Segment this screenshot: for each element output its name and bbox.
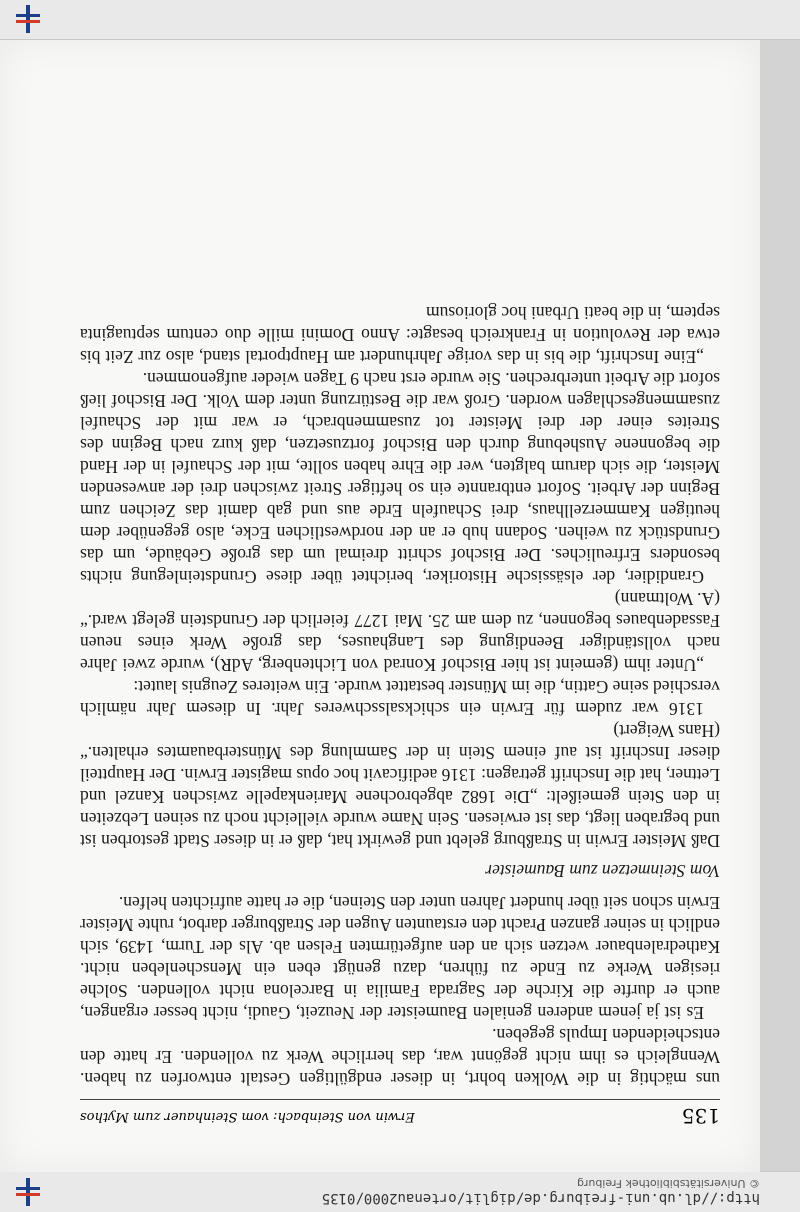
paragraph: Es ist ja jenem anderen genialen Baumeister der Neuzeit, Gaudi, nicht besser ergangen, auch er durfte die Kirche der Sagrada Familia in Barcelona nicht vollenden. Solche riesigen Werke zu Ende zu führen, dazu genügt eben ein Menschenleben nicht. Kathedralenbauer wetzen sich an den aufgetürmten Felsen ab. Als der Turm, 1439, sich endlich in seiner ganzen Pracht den erstaunten Augen der Straßburger darbot, ruhte Meister Erwin schon seit über hundert Jahren unter den Steinen, die er hatte aufrichten helfen. (80, 893, 720, 1023)
paragraph: Grandidier, der elsässische Historiker, berichtet über diese Grundsteinlegung nichts besonders Erfreuliches. Der Bischof schritt dreimal um das große Gebäude, um das Grundstück zu weihen. Sodann hub er an der nordwestlichen Ecke, also gegenüber dem heutigen Kammerzellhaus, drei Schaufeln Erde aus und gab damit das Zeichen zum Beginn der Arbeit. Sofort entbrannte ein so heftiger Streit zwischen drei der anwesenden Meister, die sich darum balgten, wer die Ehre haben sollte, mit der Schaufel in der Hand die begonnene Aushebung durch den Bischof fortzusetzen, daß kurz nach Beginn des Streites einer der drei Meister tot zusammenbrach, er war mit der Schaufel zusammengeschlagen worden. Groß war die Bestürzung unter dem Volk. Der Bischof ließ sofort die Arbeit unterbrechen. Sie wurde erst nach 9 Tagen wieder aufgenommen. (80, 369, 720, 587)
paragraph: uns mächtig in die Wolken bohrt, in dieser endgültigen Gestalt entworfen zu haben. Wenngleich es ihm nicht gegönnt war, das herrliche Werk zu vollenden. Er hatte den entscheidenden Impuls gegeben. (80, 1025, 720, 1089)
paragraph: „Eine Inschrift, die bis in das vorige Jahrhundert am Hauptportal stand, also zur Zeit bis etwa der Revolution in Frankreich besagte: Anno Domini mille duo centum septuaginta septem, in die beati Urbani hoc gloriosum (80, 303, 720, 367)
header-rule (80, 1099, 720, 1100)
paragraph: Daß Meister Erwin in Straßburg gelebt und gewirkt hat, daß er in dieser Stadt gestorben ist und begraben liegt, das ist erwiesen. Sein Name wurde vielleicht noch zu seinen Lebzeiten in den Stein gemeißelt: „Die 1682 abgebrochene Marienkapelle zwischen Kanzel und Lettner, hat die Inschrift getragen: 1316 aedificavit hoc opus magister Erwin. Der Hauptteil dieser Inschrift ist auf einem Stein in der Sammlung des Münsterbauamtes erhalten.“ (Hans Weigert) (80, 721, 720, 851)
page-number: 135 (681, 1104, 720, 1128)
scanned-page (0, 40, 760, 1172)
section-heading: Vom Steinmetzen zum Baumeister (485, 861, 720, 881)
viewer-footer-bar (0, 0, 800, 40)
paragraph: „Unter ihm (gemeint ist hier Bischof Konrad von Lichtenberg, AdR), wurde zwei Jahre nach vollständiger Beendigung des Langhauses, das große Werk eines neuen Fassadenbaues begonnen, zu dem am 25. Mai 1277 feierlich der Grundstein gelegt ward.“ (A. Woltmann) (80, 589, 720, 675)
paragraph: 1316 war zudem für Erwin ein schicksalsschweres Jahr. In diesem Jahr nämlich verschied seine Gattin, die im Münster bestattet wurde. Ein weiteres Zeugnis lautet: (80, 677, 720, 719)
running-head-title: Erwin von Steinbach: vom Steinhauer zum Mythos (80, 1109, 415, 1124)
viewer-header-bar (0, 1171, 800, 1212)
library-logo-icon (14, 5, 42, 33)
copyright-notice: © Universitätsbibliothek Freiburg (577, 1177, 760, 1190)
source-url[interactable]: http://dl.ub.uni-freiburg.de/diglit/ortenau2000/0135 (321, 1190, 760, 1206)
page-body (80, 302, 720, 1090)
library-logo-icon (14, 1178, 42, 1206)
